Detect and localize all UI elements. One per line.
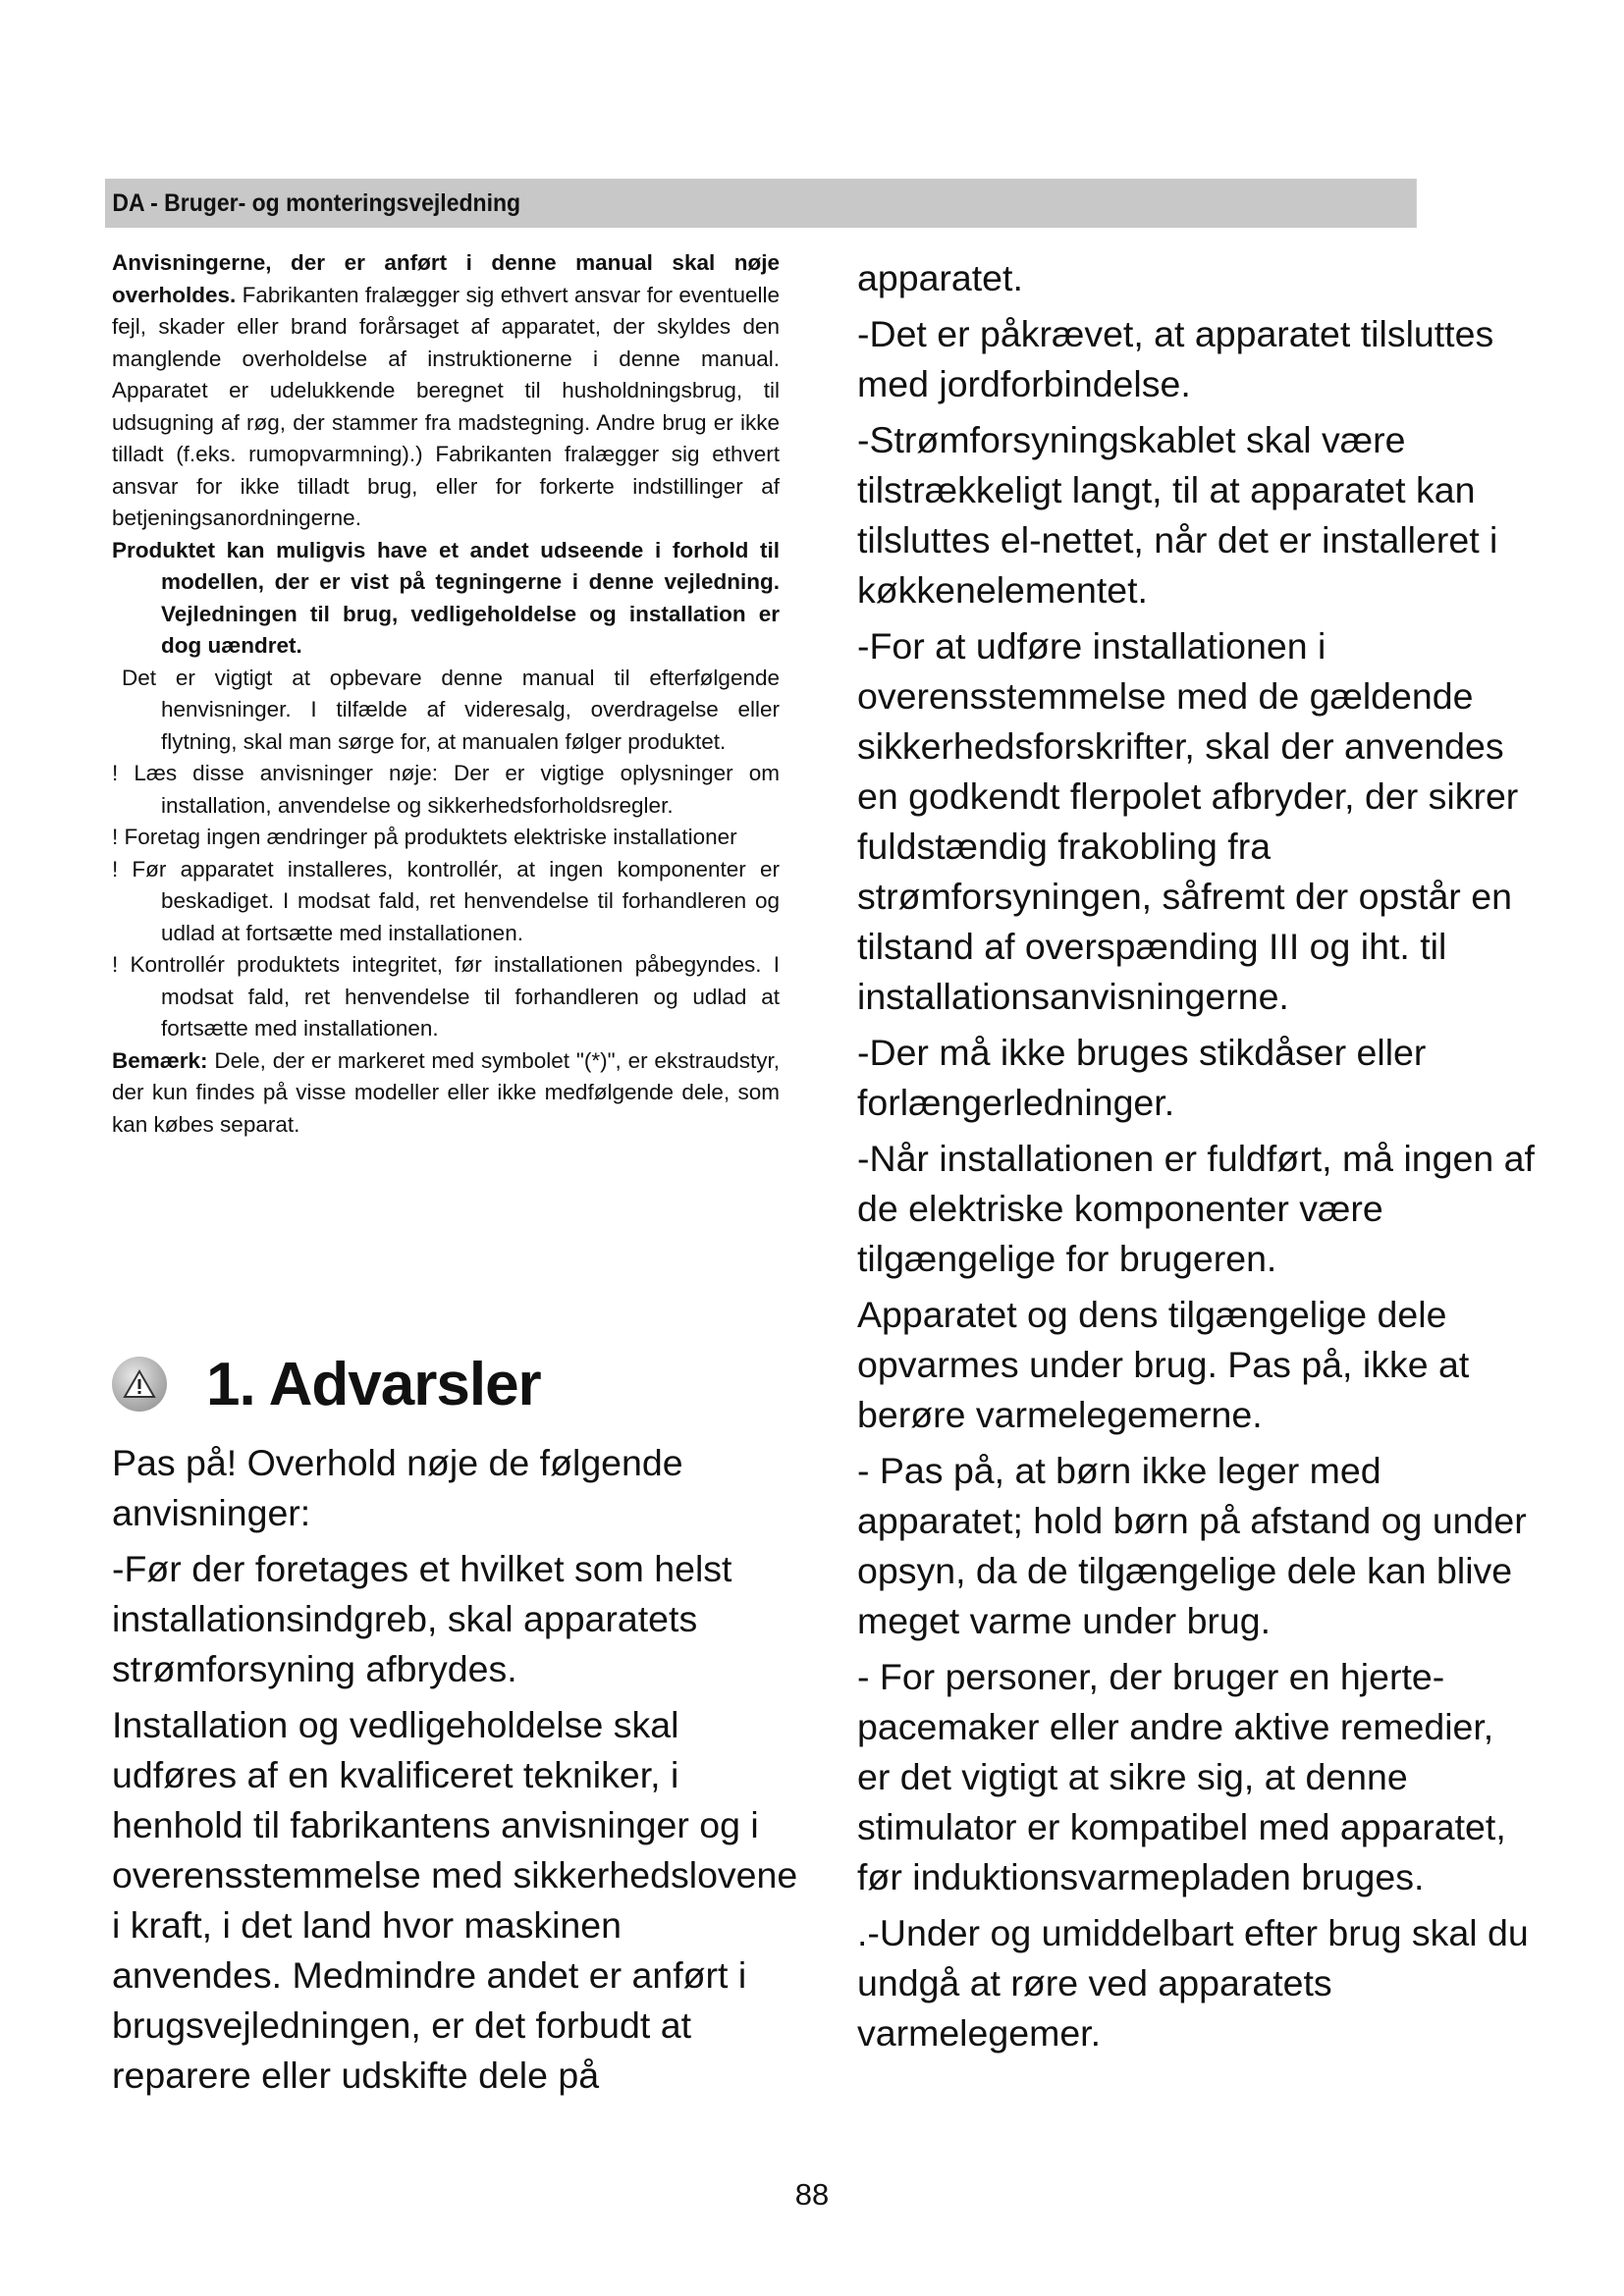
left-paragraph: Pas på! Overhold nøje de følgende anvisninger: xyxy=(112,1442,683,1533)
intro-paragraph-1-text: Fabrikanten fralægger sig ethvert ansvar for eventuelle fejl, skader eller brand forårsaget af apparatet, der skyldes den manglende overholdelse af instruktionerne i denne manual. Apparatet er udelukkende beregnet til husholdningsbrug, til udsugning af røg, der stammer fra madstegning. Andre brug er ikke tilladt (f.eks. rumopvarmning).) Fabrikanten fralægger sig ethvert ansvar for ikke tilladt brug, eller for forkerte indstillinger af betjeningsanordningerne. xyxy=(112,282,780,530)
note-paragraph xyxy=(112,1045,780,1142)
page-number: 88 xyxy=(794,2177,830,2212)
warning-bullet: ! Kontrollér produktets integritet, før installationen påbegyndes. I modsat fald, ret henvendelse til forhandleren og udlad at fortsætte med installationen. xyxy=(112,952,780,1041)
right-paragraph: -For at udføre installationen i overensstemmelse med de gældende sikkerhedsforskrifter, skal der anvendes en godkendt flerpolet afbryder, der sikrer fuldstændig frakobling fra strømforsyningen, såfremt der opstår en tilstand af overspænding III og iht. til installationsanvisningerne. xyxy=(857,625,1519,1017)
right-paragraph: -Strømforsyningskablet skal være tilstrækkeligt langt, til at apparatet kan tilsluttes el-nettet, når det er installeret i køkkenelementet. xyxy=(857,419,1498,611)
right-paragraph: - Pas på, at børn ikke leger med apparatet; hold børn på afstand og under opsyn, da de tilgængelige dele kan blive meget varme under brug. xyxy=(857,1450,1527,1641)
intro-paragraph-3: Det er vigtigt at opbevare denne manual til efterfølgende henvisninger. I tilfælde af videresalg, overdragelse eller flytning, skal man sørge for, at manualen følger produktet. xyxy=(122,665,780,754)
right-paragraph: .-Under og umiddelbart efter brug skal du undgå at røre ved apparatets varmelegemer. xyxy=(857,1912,1529,2054)
right-paragraph: -Det er påkrævet, at apparatet tilsluttes med jordforbindelse. xyxy=(857,313,1494,404)
right-column xyxy=(857,253,1535,2064)
right-paragraph: -Når installationen er fuldført, må ingen af de elektriske komponenter være tilgængelige for brugeren. xyxy=(857,1138,1535,1279)
left-paragraph: Installation og vedligeholdelse skal udføres af en kvalificeret tekniker, i henhold til fabrikantens anvisninger og i overensstemmelse med sikkerhedslovene i kraft, i det land hvor maskinen anvendes. Medmindre andet er anført i brugsvejledningen, er det forbudt at reparere eller udskifte dele på xyxy=(112,1704,798,2096)
warning-bullet: ! Før apparatet installeres, kontrollér, at ingen komponenter er beskadiget. I modsat fald, ret henvendelse til forhandleren og udlad at fortsætte med installationen. xyxy=(112,856,780,945)
left-column xyxy=(112,1438,799,2107)
right-paragraph: apparatet. xyxy=(857,257,1023,298)
intro-paragraph-1-bold: Anvisningerne, der er anført i denne manual skal nøje overholdes. xyxy=(112,250,780,307)
left-paragraph: -Før der foretages et hvilket som helst installationsindgreb, skal apparatets strømforsyning afbrydes. xyxy=(112,1548,732,1689)
right-paragraph: Apparatet og dens tilgængelige dele opvarmes under brug. Pas på, ikke at berøre varmelegemerne. xyxy=(857,1294,1470,1435)
note-label: Bemærk: xyxy=(112,1047,208,1073)
right-paragraph: - For personer, der bruger en hjerte-pacemaker eller andre aktive remedier, er det vigtigt at sikre sig, at denne stimulator er kompatibel med apparatet, før induktionsvarmepladen bruges. xyxy=(857,1656,1506,1897)
warning-bullet: ! Foretag ingen ændringer på produktets elektriske installationer xyxy=(112,825,737,849)
intro-paragraph-2: Produktet kan muligvis have et andet udseende i forhold til modellen, der er vist på tegningerne i denne vejledning. Vejledningen til brug, vedligeholdelse og installation er dog uændret. xyxy=(112,537,780,658)
right-paragraph: -Der må ikke bruges stikdåser eller forlængerledninger. xyxy=(857,1032,1427,1123)
document-header: DA - Bruger- og monteringsvejledning xyxy=(105,179,1417,228)
intro-paragraph-1 xyxy=(112,247,780,535)
note-text: Dele, der er markeret med symbolet "(*)", er ekstraudstyr, der kun findes på visse modeller eller ikke medfølgende dele, som kan købes separat. xyxy=(112,1047,780,1137)
section-title: 1. Advarsler xyxy=(206,1350,541,1418)
intro-block xyxy=(112,247,780,1141)
warning-bullet: ! Læs disse anvisninger nøje: Der er vigtige oplysninger om installation, anvendelse og sikkerhedsforholdsregler. xyxy=(112,761,780,818)
warning-icon xyxy=(112,1357,167,1412)
section-heading xyxy=(112,1345,799,1423)
